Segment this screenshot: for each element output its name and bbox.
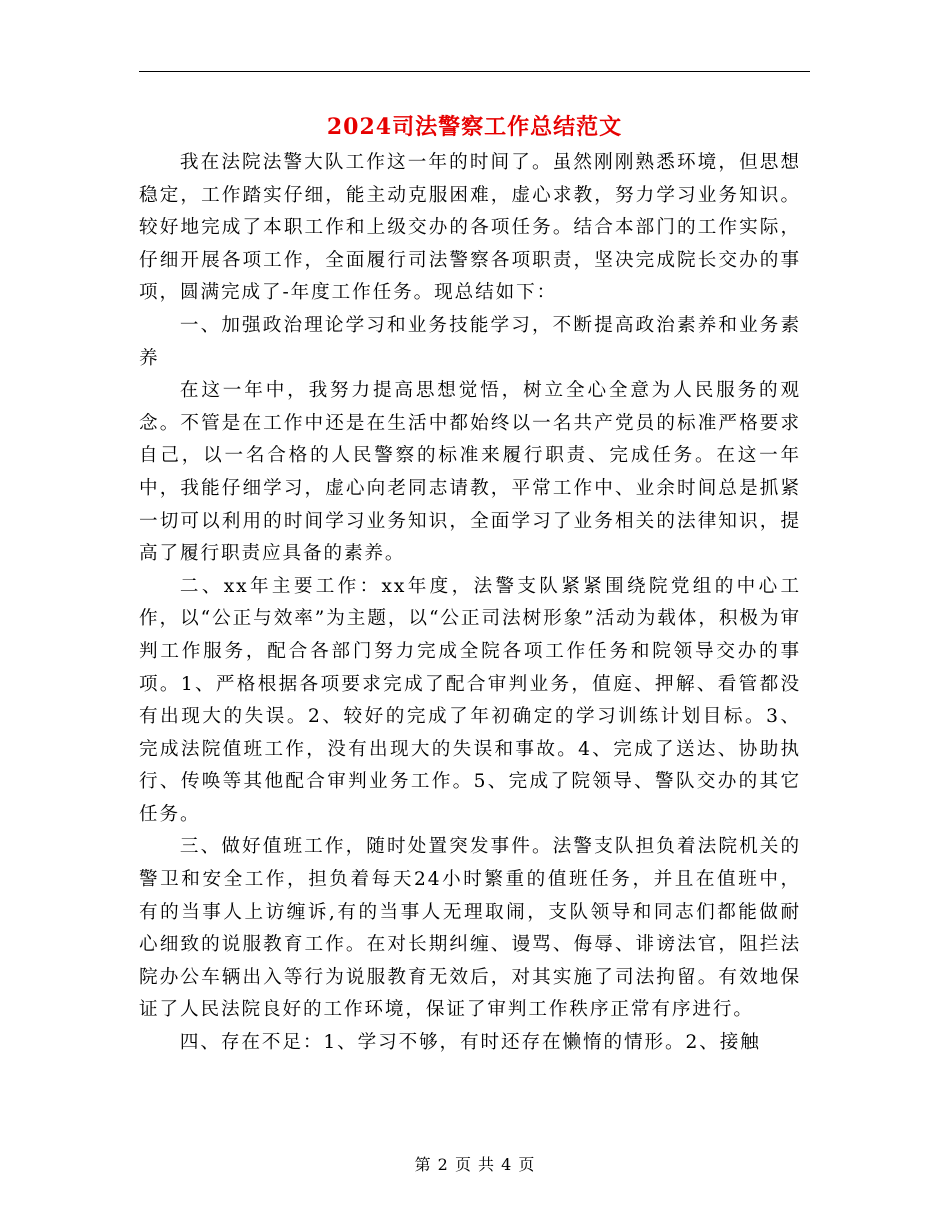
- paragraph-shortcomings: 四、存在不足：1、学习不够，有时还存在懒惰的情形。2、接触: [179, 1032, 761, 1054]
- page-footer: 第 2 页 共 4 页: [414, 1155, 536, 1174]
- document-body: [139, 147, 801, 1060]
- paragraph-main-work: 二、xx年主要工作：xx年度，法警支队紧紧围绕院党组的中心工作，以“公正与效率”为主题，以“公正司法树形象”活动为载体，积极为审判工作服务，配合各部门努力完成全院各项工作任务和院领导交办的事项。1、严格根据各项要求完成了配合审判业务，值庭、押解、看管都没有出现大的失误。2、较好的完成了年初确定的学习训练计划目标。3、完成法院值班工作，没有出现大的失误和事故。4、完成了送达、协助执行、传唤等其他配合审判业务工作。5、完成了院领导、警队交办的其它任务。: [139, 575, 801, 825]
- paragraph-heading-1: 一、加强政治理论学习和业务技能学习，不断提高政治素养和业务素养: [139, 314, 801, 369]
- paragraph-study: 在这一年中，我努力提高思想觉悟，树立全心全意为人民服务的观念。不管是在工作中还是在生活中都始终以一名共产党员的标准严格要求自己，以一名合格的人民警察的标准来履行职责、完成任务。在这一年中，我能仔细学习，虚心向老同志请教，平常工作中、业余时间总是抓紧一切可以利用的时间学习业务知识，全面学习了业务相关的法律知识，提高了履行职责应具备的素养。: [139, 380, 801, 565]
- paragraph-intro: 我在法院法警大队工作这一年的时间了。虽然刚刚熟悉环境，但思想稳定，工作踏实仔细，能主动克服困难，虚心求教，努力学习业务知识。较好地完成了本职工作和上级交办的各项任务。结合本部门的工作实际，仔细开展各项工作，全面履行司法警察各项职责，坚决完成院长交办的事项，圆满完成了-年度工作任务。现总结如下：: [139, 152, 801, 304]
- paragraph-duty: 三、做好值班工作，随时处置突发事件。法警支队担负着法院机关的警卫和安全工作，担负着每天24小时繁重的值班任务，并且在值班中，有的当事人上访缠诉,有的当事人无理取闹，支队领导和同志们都能做耐心细致的说服教育工作。在对长期纠缠、谩骂、侮辱、诽谤法官，阻拦法院办公车辆出入等行为说服教育无效后，对其实施了司法拘留。有效地保证了人民法院良好的工作环境，保证了审判工作秩序正常有序进行。: [139, 836, 801, 1021]
- document-title: 2024司法警察工作总结范文: [326, 114, 623, 140]
- header-rule: [139, 71, 810, 72]
